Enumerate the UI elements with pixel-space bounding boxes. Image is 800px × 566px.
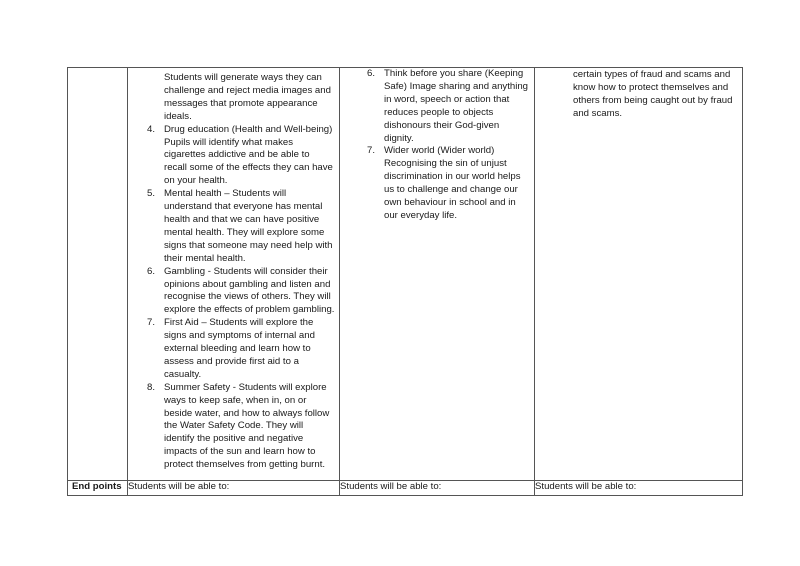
list-item: 7. First Aid – Students will explore the signs and symptoms of internal and external bleeding and learn how to assess and provide first aid to a casualty. (147, 317, 315, 380)
column3-cell (340, 68, 535, 481)
end-points-row (68, 481, 743, 496)
end-points-col2: Students will be able to: (128, 481, 340, 496)
list-item: 5. Mental health – Students will understand that everyone has mental health and that we can have positive mental health. They will explore some signs that someone may need help with their mental health. (147, 188, 333, 264)
column2-list (128, 124, 339, 472)
row-label-cell (68, 68, 128, 481)
list-item: 8. Summer Safety - Students will explore ways to keep safe, when in, on or beside water, and how to always follow the Water Safety Code. They will identify the positive and negative impacts of the sun and learn how to protect themselves from getting burnt. (147, 381, 330, 471)
end-points-label: End points (68, 481, 128, 496)
list-item: 6. Think before you share (Keeping Safe) Image sharing and anything in word, speech or action that reduces people to objects dishonours their God-given dignity. (367, 68, 528, 144)
content-row (68, 68, 743, 481)
end-points-col4: Students will be able to: (535, 481, 743, 496)
list-item: 6. Gambling - Students will consider their opinions about gambling and listen and recognise the views of others. They will explore the effects of problem gambling. (147, 265, 335, 316)
end-points-col3: Students will be able to: (340, 481, 535, 496)
curriculum-table (67, 67, 743, 496)
column4-cell (535, 68, 743, 481)
column2-intro: Students will generate ways they can challenge and reject media images and messages that promote appearance ideals. (164, 72, 331, 122)
list-item: 7. Wider world (Wider world) Recognising the sin of unjust discrimination in our world helps us to challenge and change our own behaviour in school and in our everyday life. (367, 145, 521, 221)
column4-intro: certain types of fraud and scams and know how to protect themselves and others from being caught out by fraud and scams. (573, 69, 733, 119)
column3-list (340, 68, 534, 223)
list-item: 4. Drug education (Health and Well-being) Pupils will identify what makes cigarettes addictive and be able to recall some of the effects they can have on your health. (147, 123, 333, 187)
column2-cell (128, 68, 340, 481)
